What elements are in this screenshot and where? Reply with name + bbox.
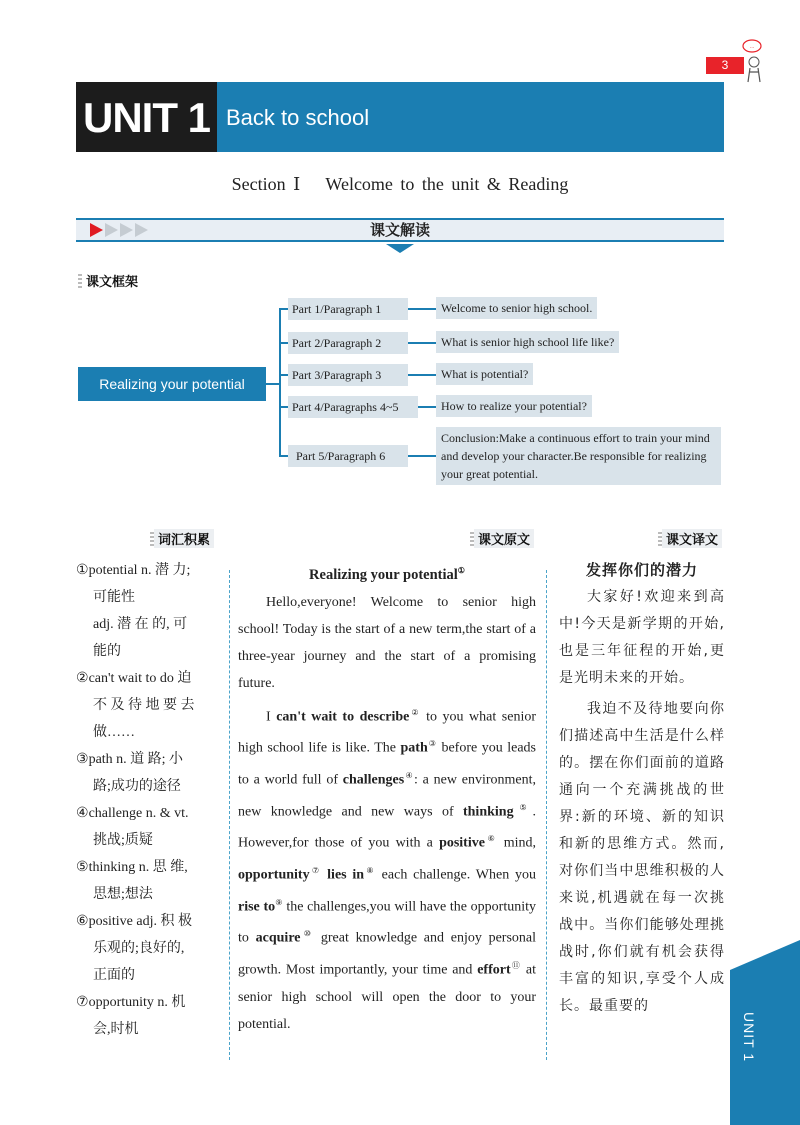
connector — [279, 308, 288, 310]
vocab-text: 乐观的;良好的, — [93, 941, 185, 956]
part-box: Part 5/Paragraph 6 — [288, 445, 408, 467]
banner — [76, 218, 724, 242]
banner-title: 课文解读 — [369, 221, 430, 239]
connector — [279, 342, 288, 344]
text: the challenges,you will have the opportunity to — [238, 899, 537, 947]
text: before you leads to a world full of — [238, 741, 537, 788]
paragraph: 我迫不及待地要向你们描述高中生活是什么样的。摆在你们面前的道路通向一个充满挑战的世界:新的环境、新的知识和新的思维方式。然而,对你们当中思维积极的人来说,机遇就在每一次挑战中。当你们能够处理挑战时,你们就有机会获得丰富的知识,享受个人成长。最重要的 — [559, 701, 725, 1014]
section-name: Welcome to the unit & Reading — [325, 174, 569, 194]
translation-label: 课文译文 — [662, 529, 722, 548]
vocab-item — [76, 746, 224, 800]
unit-label: UNIT 1 — [76, 82, 217, 152]
part-box: Part 3/Paragraph 3 — [288, 364, 408, 386]
part-desc: Welcome to senior high school. — [436, 297, 597, 319]
vocab-text: 思想;想法 — [93, 887, 153, 902]
vocab-num: ① — [76, 563, 89, 578]
vocab-text: can't wait to do 迫 — [88, 671, 192, 686]
vocab-item — [76, 800, 224, 854]
connector — [279, 308, 281, 456]
text: I — [266, 709, 277, 725]
text: : a new environment, new knowledge and new ways of — [238, 772, 536, 820]
framework-label: 课文框架 — [82, 271, 142, 290]
part-box: Part 2/Paragraph 2 — [288, 332, 408, 354]
vocab-num: ⑤ — [76, 860, 89, 875]
vocab-text: 路;成功的途径 — [93, 779, 181, 794]
text: great knowledge and enjoy personal growth. Most importantly, your time and — [238, 931, 537, 978]
vocab-list — [76, 557, 224, 1043]
text: mind, — [497, 836, 536, 852]
part-desc: What is senior high school life like? — [436, 331, 619, 353]
arrows-icon — [90, 223, 148, 237]
keyword: effort — [477, 962, 511, 978]
vocab-text: path n. 道 路; 小 — [88, 752, 184, 767]
vocab-text: 做…… — [93, 725, 135, 740]
vocab-text: 能的 — [93, 644, 121, 659]
paragraph: I can't wait to describe② to you what senior high school life is like. The path③ before you leads to a world full of challenges④: a new environment, new knowledge and new ways of thinking⑤. However,for those of you with a positive⑥ mind, opportunity⑦ lies in⑧ each challenge. When you rise to⑨ the challenges,you will have the opportunity to acquire⑩ great knowledge and enjoy personal growth. Most importantly, your time and effort⑪ at senior high school will open the door to your potential. — [238, 707, 537, 1032]
original-text: Realizing your potential① Hello,everyone! Welcome to senior high school! Today is the start of a new term,the start of a three-year journey and the start of a promising future. I can't wait to describe② to you what senior high school life is like. The path③ before you leads to a world full of challenges④: a new environment, new knowledge and new ways of thinking⑤. However,for those of you with a positive⑥ mind, opportunity⑦ lies in⑧ each challenge. When you rise to⑨ the challenges,you will have the opportunity to acquire⑩ great knowledge and enjoy personal growth. Most importantly, your time and effort⑪ at senior high school will open the door to your potential. — [238, 557, 536, 1038]
vocab-item — [76, 665, 224, 746]
keyword: acquire — [255, 931, 301, 947]
keyword: challenges — [342, 772, 405, 788]
part-desc: Conclusion:Make a continuous effort to train your mind and develop your character.Be responsible for realizing your great potential. — [436, 427, 721, 485]
svg-text:...: ... — [749, 44, 755, 50]
article-title: Realizing your potential — [309, 566, 458, 583]
keyword: opportunity — [238, 867, 310, 883]
vocab-text: adj. 潜 在 的, 可 — [93, 617, 188, 632]
unit-title: Back to school — [217, 82, 724, 152]
connector — [279, 455, 288, 457]
vocab-text: 可能性 — [93, 590, 135, 605]
text: . However,for those of you with a — [238, 804, 536, 852]
text: at senior high school will open the door to your potential. — [238, 962, 537, 1032]
side-tab-label: UNIT 1 — [741, 1012, 757, 1063]
translation-text — [559, 557, 725, 1020]
section-prefix: Section — [231, 174, 286, 194]
vocab-item — [76, 854, 224, 908]
keyword: lies in — [327, 867, 365, 883]
connector — [408, 455, 436, 457]
vocab-text: 会,时机 — [93, 1022, 139, 1037]
vocab-num: ③ — [76, 752, 89, 767]
connector — [418, 406, 436, 408]
mascot-icon — [740, 38, 764, 84]
section-numeral: Ⅰ — [293, 174, 301, 194]
page-number: 3 — [706, 57, 744, 74]
vocab-text: challenge n. & vt. — [88, 806, 189, 821]
keyword: positive — [439, 836, 485, 852]
connector — [408, 374, 436, 376]
vocab-text: 不 及 待 地 要 去 — [93, 698, 195, 713]
paragraph: Hello,everyone! Welcome to senior high school! Today is the start of a new term,the start of a three-year journey and the start of a promising future. — [238, 594, 536, 691]
vocab-text: positive adj. 积 极 — [88, 914, 192, 929]
text: to you what senior high school life is like. The — [238, 709, 536, 757]
section-title — [0, 174, 800, 195]
original-label: 课文原文 — [474, 529, 534, 548]
column-divider — [546, 570, 547, 1060]
vocab-label: 词汇积累 — [154, 529, 214, 548]
vocab-item — [76, 557, 224, 665]
pointer-icon — [386, 244, 414, 253]
vocab-text: 正面的 — [93, 968, 135, 983]
vocab-item — [76, 908, 224, 989]
part-desc: How to realize your potential? — [436, 395, 592, 417]
vocab-text: potential n. 潜 力; — [88, 563, 191, 578]
translation-title: 发挥你们的潜力 — [585, 561, 698, 579]
part-desc: What is potential? — [436, 363, 533, 385]
column-divider — [229, 570, 230, 1060]
connector — [408, 308, 436, 310]
keyword: rise to — [238, 899, 276, 915]
connector — [279, 374, 288, 376]
part-box: Part 4/Paragraphs 4~5 — [288, 396, 418, 418]
vocab-text: thinking n. 思 维, — [88, 860, 188, 875]
keyword: thinking — [462, 804, 514, 820]
text: each challenge. When you — [375, 867, 537, 883]
connector — [266, 383, 280, 385]
vocab-num: ② — [76, 671, 89, 686]
vocab-item — [76, 989, 224, 1043]
vocab-text: 挑战;质疑 — [93, 833, 153, 848]
keyword: can't wait to describe — [276, 709, 410, 725]
vocab-num: ④ — [76, 806, 89, 821]
vocab-num: ⑥ — [76, 914, 89, 929]
vocab-num: ⑦ — [76, 995, 89, 1010]
connector — [279, 406, 288, 408]
vocab-text: opportunity n. 机 — [88, 995, 186, 1010]
part-box: Part 1/Paragraph 1 — [288, 298, 408, 320]
paragraph: 大家好!欢迎来到高中!今天是新学期的开始,也是三年征程的开始,更是光明未来的开始。 — [559, 589, 725, 686]
connector — [408, 342, 436, 344]
keyword: path — [400, 741, 428, 757]
framework-root: Realizing your potential — [78, 367, 266, 401]
